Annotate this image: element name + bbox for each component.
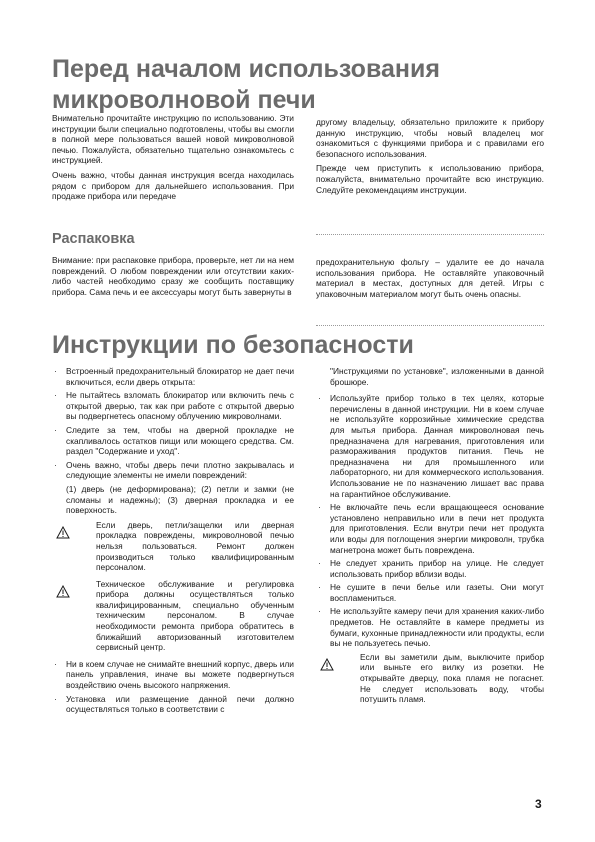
- intro-paragraph: другому владельцу, обязательно приложите к прибору данную инструкцию, чтобы новый владелец мог ознакомиться с функциями прибора и с правилами его безопасного использования.: [316, 117, 544, 159]
- intro-paragraph: Внимательно прочитайте инструкцию по использованию. Эти инструкции были специально подготовлены, чтобы вы смогли в полной мере пользоваться вашей новой микроволновой печью. Пожалуйста, обязательно тщательно ознакомьтесь с инструкцией.: [52, 113, 294, 166]
- warning-text: Техническое обслуживание и регулировка прибора должны осуществляться только квалифицированным, специально обученным техническим персоналом. В случае необходимости ремонта прибора обратитесь в ближайший авторизованный изготовителем сервисный центр.: [96, 578, 294, 653]
- list-item: · Следите за тем, чтобы на дверной прокладке не скапливалось остатков пищи или моющего средства. См. раздел "Содержание и уход".: [54, 424, 294, 457]
- warning-triangle-icon: [316, 652, 360, 705]
- list-item: · Не следует хранить прибор на улице. Не следует использовать прибор вблизи воды.: [318, 558, 544, 579]
- safety-left-column: [52, 366, 294, 718]
- divider: [316, 325, 544, 326]
- unpacking-right-column: [316, 257, 544, 303]
- intro-paragraph: Прежде чем приступить к использованию прибора, пожалуйста, внимательно прочитайте всю инструкцию. Следуйте рекомендациям инструкции.: [316, 163, 544, 195]
- intro-left-column: [52, 113, 294, 206]
- warning-text: Если дверь, петли/защелки или дверная прокладка повреждены, микроволновой печью нельзя пользоваться. Ремонт должен производиться только квалифицированным персоналом.: [96, 519, 294, 573]
- intro-paragraph: Очень важно, чтобы данная инструкция всегда находилась рядом с прибором для дальнейшего использования. При продаже прибора или передаче: [52, 169, 294, 202]
- warning-block: [52, 520, 294, 573]
- warning-triangle-icon: [52, 520, 96, 573]
- safety-right-column: [316, 366, 544, 711]
- unpacking-paragraph: Внимание: при распаковке прибора, проверьте, нет ли на нем повреждений. О любом повреждении или отсутствии каких-либо частей необходимо сразу же сообщить поставщику прибора. Сама печь и ее аксессуары могут быть завернуты в: [52, 255, 294, 297]
- continued-text: "Инструкциями по установке", изложенными в данной брошюре.: [330, 366, 544, 387]
- list-item: · Не пытайтесь взломать блокиратор или включить печь с открытой дверью, так как при работе с открытой дверью вы подвергнетесь опасному облучению микроволнами.: [54, 390, 294, 422]
- list-item: · Встроенный предохранительный блокиратор не дает печи включиться, если дверь открыта:: [54, 366, 294, 387]
- list-item: · Установка или размещение данной печи должно осуществляться только в соответствии с: [54, 693, 294, 715]
- list-item: · Не включайте печь если вращающееся основание установлено неправильно или в печи нет продукта для приготовления. Если внутри печи нет продукта или воды для поглощения энергии микроволн, трубка магнетрона может быть повреждена.: [318, 502, 544, 555]
- warning-text: Если вы заметили дым, выключите прибор или выньте его вилку из розетки. Не открывайте дверцу, пока пламя не погаснет. Не следует использовать воду, чтобы потушить пламя.: [360, 651, 544, 705]
- section-heading-unpacking: Распаковка: [52, 231, 135, 247]
- divider: [316, 234, 544, 235]
- list-item: · Используйте прибор только в тех целях, которые перечислены в данной инструкции. Ни в коем случае не используйте коррозийные химические средства для мытья прибора. Данная микроволновая печь предназначена для нагревания, приготовления или размораживания продуктов питания. Печь не предназначена ни для промышленного или лабораторного, ни для коммерческого использования. Использование не по назначению лишает вас права на гарантийное обслуживание.: [318, 393, 544, 499]
- warning-block: [316, 652, 544, 705]
- warning-triangle-icon: [52, 579, 96, 653]
- page-title: Перед началом использования микроволновой печи: [52, 55, 440, 114]
- list-item: · Не используйте камеру печи для хранения каких-либо предметов. Не оставляйте в камере предметы из бумаги, кухонные принадлежности или продукты, если вы не пользуетесь печью.: [318, 606, 544, 649]
- list-item: · Не сушите в печи белье или газеты. Они могут воспламениться.: [318, 582, 544, 603]
- safety-title: Инструкции по безопасности: [52, 331, 414, 359]
- warning-block: [52, 579, 294, 653]
- unpacking-paragraph: предохранительную фольгу – удалите ее до начала использования прибора. Не оставляйте упаковочный материал в местах, доступных для детей. Игры с упаковочным материалом могут быть очень опасны.: [316, 257, 544, 299]
- sub-paragraph: (1) дверь (не деформирована); (2) петли и замки (не сломаны и надежны); (3) дверная прокладка и ее поверхность.: [66, 483, 294, 516]
- list-item: · Ни в коем случае не снимайте внешний корпус, дверь или панель управления, иначе вы можете подвергнуться воздействию очень высокого напряжения.: [54, 658, 294, 691]
- list-item: · Очень важно, чтобы дверь печи плотно закрывалась и следующие элементы не имели повреждений:: [54, 459, 294, 481]
- intro-right-column: [316, 117, 544, 199]
- page-number: 3: [535, 797, 542, 811]
- unpacking-left-column: [52, 255, 294, 301]
